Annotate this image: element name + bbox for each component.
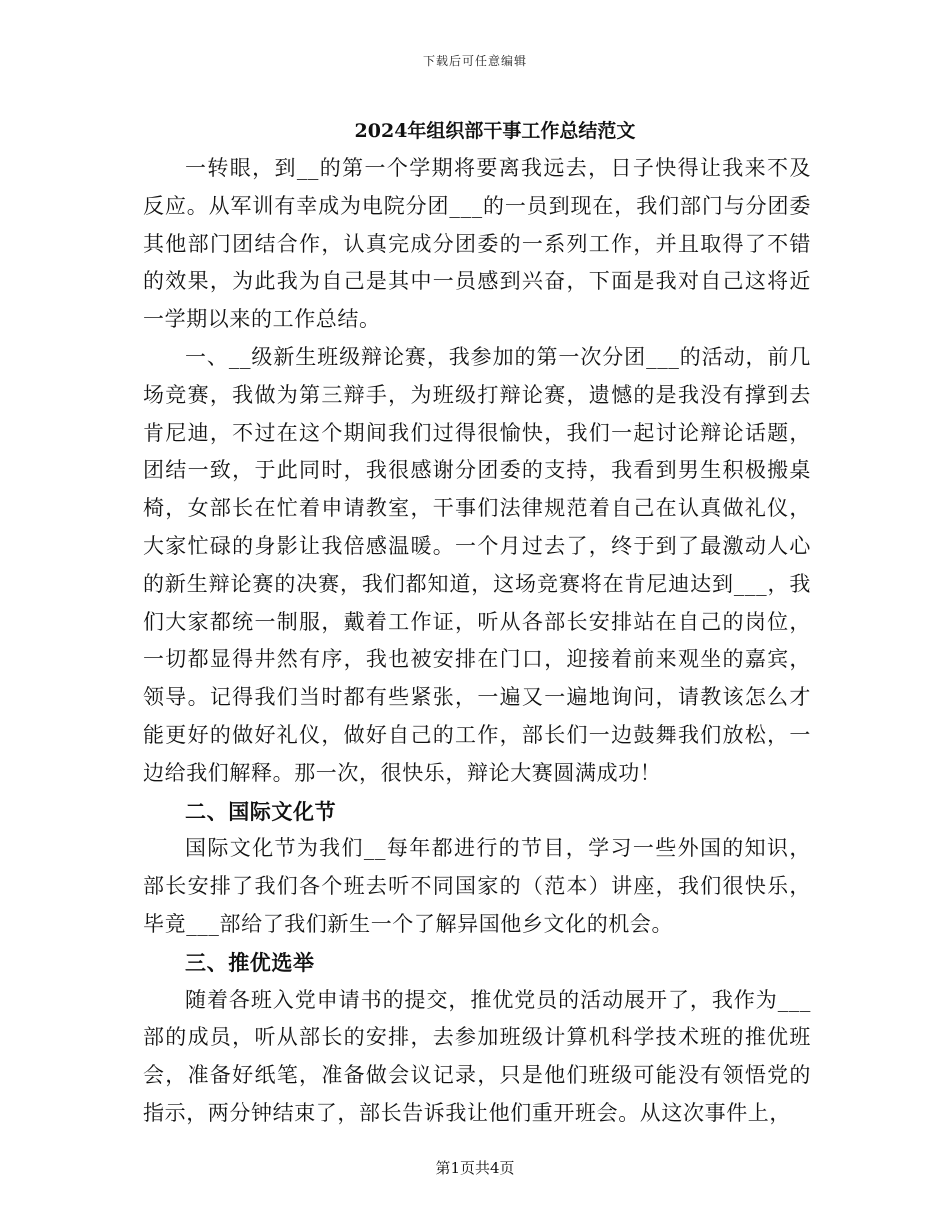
paragraph-intro: 一转眼，到__的第一个学期将要离我远去，日子快得让我来不及反应。从军训有幸成为电院分团___的一员到现在，我们部门与分团委其他部门团结合作，认真完成分团委的一系列工作，并且取得了不错的效果，为此我为自己是其中一员感到兴奋，下面是我对自己这将近一学期以来的工作总结。 (143, 156, 811, 332)
paragraph-culture-festival: 国际文化节为我们__每年都进行的节目，学习一些外国的知识，部长安排了我们各个班去听不同国家的（范本）讲座，我们很快乐，毕竟___部给了我们新生一个了解异国他乡文化的机会。 (143, 836, 811, 936)
paragraph-election: 随着各班入党申请书的提交，推优党员的活动展开了，我作为___部的成员，听从部长的安排，去参加班级计算机科学技术班的推优班会，准备好纸笔，准备做会议记录，只是他们班级可能没有领悟党的指示，两分钟结束了，部长告诉我让他们重开班会。从这次事件上， (143, 987, 811, 1125)
section-heading-culture-festival: 二、国际文化节 (185, 798, 337, 824)
document-body (143, 150, 811, 1133)
section-heading-election: 三、推优选举 (185, 949, 315, 975)
document-title: 2024年组织部干事工作总结范文 (354, 120, 636, 142)
page-footer-number: 第1页共4页 (435, 1159, 515, 1177)
page-header-note: 下载后可任意编辑 (422, 54, 527, 68)
paragraph-debate: 一、__级新生班级辩论赛，我参加的第一次分团___的活动，前几场竞赛，我做为第三辩手，为班级打辩论赛，遗憾的是我没有撑到去肯尼迪，不过在这个期间我们过得很愉快，我们一起讨论辩论话题，团结一致，于此同时，我很感谢分团委的支持，我看到男生积极搬桌椅，女部长在忙着申请教室，干事们法律规范着自己在认真做礼仪，大家忙碌的身影让我倍感温暖。一个月过去了，终于到了最激动人心的新生辩论赛的决赛，我们都知道，这场竞赛将在肯尼迪达到___，我们大家都统一制服，戴着工作证，听从各部长安排站在自己的岗位，一切都显得井然有序，我也被安排在门口，迎接着前来观坐的嘉宾，领导。记得我们当时都有些紧张，一遍又一遍地询问，请教该怎么才能更好的做好礼仪，做好自己的工作，部长们一边鼓舞我们放松，一边给我们解释。那一次，很快乐，辩论大赛圆满成功！ (143, 344, 811, 785)
